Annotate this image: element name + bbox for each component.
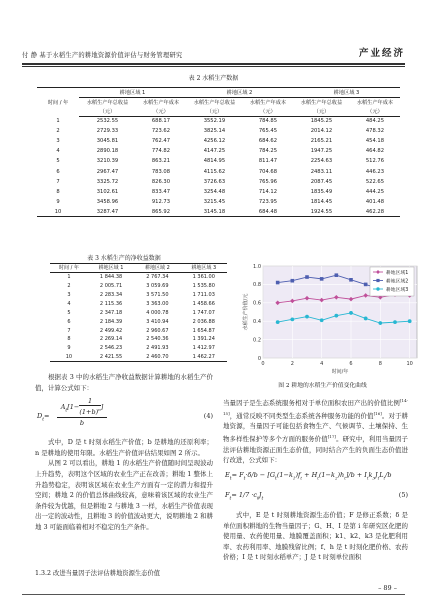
equation-line-2: $F_t= 1/7 \cdot c_tJ_t$ xyxy=(225,490,264,502)
data-point xyxy=(349,278,353,282)
legend-label: 耕地区域3 xyxy=(386,287,409,293)
x-tick-label: 6 xyxy=(349,361,353,367)
table-cell-value: 1924.55 xyxy=(293,207,350,217)
table-cell-value: 865.92 xyxy=(136,207,186,217)
table-cell-value: 462.28 xyxy=(350,207,400,217)
table-cell-value: 2087.45 xyxy=(310,178,333,185)
table-cell-year: 5 xyxy=(67,309,71,316)
table-cell-value: 2 499.42 xyxy=(99,327,123,334)
paragraph: 式中，E 是 t 时刻耕地资源生态价值；F 是修正系数；δ 是单位面积耕地的生物当量因子；G、H、I 是第 i 年研究区化肥的使用量、农药使用量、地膜覆盖面积；k1、k2、k3 是化肥利用率、农药利用率、地膜残留比例；f、h 是 t 时刻化肥价格、农药价格；I 是 t 时刻水稻单产；J 是 t 时刻单位面积 xyxy=(223,510,408,562)
table-2-subheader: 水稻生产年总收益 xyxy=(86,99,129,106)
table-cell-year: 2 xyxy=(56,128,60,135)
table-cell-value: 3102.61 xyxy=(96,188,119,195)
legend-marker xyxy=(376,287,379,290)
table-row xyxy=(50,281,227,290)
table-cell-value: 1 844.38 xyxy=(99,274,123,281)
table-cell-value: 2729.33 xyxy=(96,128,119,135)
table-2-caption: 表 2 水稻生产数据 xyxy=(188,75,239,82)
x-tick-label: 0 xyxy=(261,361,265,367)
table-row xyxy=(50,344,227,353)
table-cell-value: 2 540.36 xyxy=(146,336,169,343)
table-cell-value: 2 491.93 xyxy=(146,345,169,352)
table-2-unit: （元） xyxy=(293,107,350,117)
table-cell-value: 688.17 xyxy=(151,118,171,125)
table-2-subheader: 水稻生产年总收益 xyxy=(193,99,236,106)
table-cell-value: 684.62 xyxy=(258,138,277,145)
table-2-unit: （元） xyxy=(136,107,186,117)
equation-line-1: $E_t= F_t\cdot\delta/b - [G_t(1-k_1)f_t + H_t(1-k_2)h_t]/b + I_tk_3J_tL_t/b$ xyxy=(225,470,392,482)
data-point xyxy=(334,314,338,318)
table-row xyxy=(50,272,227,281)
data-point xyxy=(378,321,382,325)
table-cell-value: 2890.18 xyxy=(96,148,119,155)
table-cell-value: 684.48 xyxy=(243,207,293,217)
table-cell-value: 833.47 xyxy=(151,188,171,195)
legend-label: 耕地区域1 xyxy=(386,270,409,276)
data-point xyxy=(320,277,324,281)
table-cell-value: 3825.14 xyxy=(203,128,226,135)
table-row xyxy=(37,197,400,207)
table-2-subheader: 水稻生产年成本 xyxy=(249,99,287,106)
table-cell-value: 446.23 xyxy=(365,168,384,175)
table-2-unit: （元） xyxy=(243,107,293,117)
paragraph: 式中，D 是 t 时刻水稻生产价值；b 是耕地的还原利率；n 是耕地的使用年限。水稻生产价值评估结果如图 2 所示。 xyxy=(35,438,213,457)
header-rule-thin xyxy=(22,66,405,67)
data-point xyxy=(335,273,339,277)
table-cell-value: 2165.21 xyxy=(310,138,333,145)
table-cell-value: 401.48 xyxy=(365,198,384,205)
table-cell-value: 4147.25 xyxy=(203,148,226,155)
table-cell-value: 3045.81 xyxy=(96,138,119,145)
table-row xyxy=(37,207,400,217)
paragraph: 从图 2 可以看出，耕地 1 的水稻生产价值随时间呈现波动上升趋势，表明这个区域的农业生产正在改善；耕地 1 整体上升趋势稳定，表明该区域在农业生产方面有一定的潜力和提升空间；耕地 2 的价值总体曲线较高，意味着该区域的农业生产条件较为优越，但是耕地 2 与耕地 3 一样，水稻生产价值表现出一定的波动性，且耕地 3 的价值波动更大，说明耕地 2 和耕地 3 可能面临着相对不稳定的生产条件。 xyxy=(35,459,213,531)
table-cell-value: 3215.45 xyxy=(203,198,226,205)
equation-number: (5) xyxy=(398,490,408,499)
table-3-header: 时间 / 年 xyxy=(50,264,88,273)
table-cell-value: 4256.12 xyxy=(203,138,226,145)
table-cell-year: 1 xyxy=(67,274,71,281)
table-cell-value: 3726.63 xyxy=(203,178,226,185)
table-row xyxy=(50,353,227,362)
table-cell-value: 512.76 xyxy=(365,158,384,165)
table-2-header-time: 时间 / 年 xyxy=(37,88,79,117)
table-row xyxy=(50,299,227,308)
table-cell-value: 2967.47 xyxy=(96,168,119,175)
table-cell-value: 484.25 xyxy=(365,118,384,125)
table-cell-year: 9 xyxy=(56,198,60,205)
data-point xyxy=(349,311,353,315)
table-row xyxy=(37,126,400,136)
table-cell-value: 863.21 xyxy=(151,158,171,165)
equation-4 xyxy=(35,393,213,437)
page-number: – 89 – xyxy=(378,584,397,592)
equation-lhs: $D_t=$ xyxy=(37,412,50,423)
table-cell-value: 3325.72 xyxy=(96,178,119,185)
table-cell-value: 1 535.80 xyxy=(192,282,215,289)
table-row xyxy=(37,116,400,126)
data-point xyxy=(364,317,368,321)
table-cell-year: 10 xyxy=(37,207,79,217)
table-cell-value: 2 460.70 xyxy=(134,353,180,362)
table-cell-value: 3287.47 xyxy=(79,207,136,217)
table-cell-value: 2532.55 xyxy=(96,118,119,125)
table-cell-value: 3254.48 xyxy=(203,188,226,195)
section-heading: 1.3.2 改进当量因子法评估耕地资源生态价值 xyxy=(35,570,161,577)
equation-denominator: b xyxy=(79,419,85,428)
table-cell-value: 4814.95 xyxy=(203,158,226,165)
paragraph: 根据表 3 中的水稻生产净收益数据计算耕地的水稻生产价值，计算公式如下： xyxy=(35,373,213,392)
data-point xyxy=(364,283,368,287)
equation-number: (4) xyxy=(203,412,213,421)
table-cell-value: 3145.18 xyxy=(186,207,243,217)
table-cell-value: 2 115.36 xyxy=(99,300,123,307)
table-2-unit: （元） xyxy=(186,107,243,117)
table-cell-value: 1 412.97 xyxy=(192,345,215,352)
table-row xyxy=(50,290,227,299)
header-rule-thick xyxy=(22,63,405,65)
table-cell-value: 3210.39 xyxy=(96,158,119,165)
table-cell-value: 1 462.27 xyxy=(181,353,227,362)
table-cell-value: 3552.19 xyxy=(203,118,226,125)
table-cell-value: 783.08 xyxy=(151,168,171,175)
x-tick-label: 2 xyxy=(290,361,294,367)
table-2-unit: （元） xyxy=(350,107,400,117)
table-2-subheader: 水稻生产年成本 xyxy=(356,99,394,106)
table-cell-value: 811.47 xyxy=(258,158,277,165)
x-tick-label: 4 xyxy=(320,361,324,367)
table-cell-value: 784.85 xyxy=(258,118,277,125)
table-cell-value: 2 421.55 xyxy=(88,353,134,362)
table-cell-year: 4 xyxy=(56,148,60,155)
table-cell-value: 2483.11 xyxy=(310,168,333,175)
table-cell-value: 3 571.50 xyxy=(146,291,169,298)
table-cell-value: 912.73 xyxy=(151,198,171,205)
table-3-header: 耕地区域 2 xyxy=(134,264,180,273)
table-2-unit: （元） xyxy=(79,107,136,117)
table-2-group-1: 耕地区域 1 xyxy=(79,88,186,98)
table-3-header: 耕地区域 3 xyxy=(181,264,227,273)
table-cell-value: 1845.25 xyxy=(310,118,333,125)
legend-marker xyxy=(376,279,379,282)
data-point xyxy=(305,275,309,279)
table-row xyxy=(37,166,400,176)
table-cell-value: 464.82 xyxy=(365,148,384,155)
table-row xyxy=(37,136,400,146)
table-row xyxy=(50,308,227,317)
table-cell-value: 3 410.94 xyxy=(146,318,169,325)
table-row xyxy=(37,177,400,187)
running-header-title: 付 静 基于水稻生产的耕地资源价值评估与财务管理研究 xyxy=(22,52,183,59)
y-tick-label: 0 xyxy=(257,355,261,362)
table-2-subheader: 水稻生产年成本 xyxy=(142,99,180,106)
table-cell-value: 454.18 xyxy=(365,138,384,145)
table-cell-value: 826.30 xyxy=(151,178,171,185)
table-cell-value: 2 283.34 xyxy=(99,291,123,298)
table-cell-value: 1 747.07 xyxy=(192,309,215,316)
table-cell-value: 3 363.00 xyxy=(146,300,169,307)
x-tick-label: 8 xyxy=(378,361,382,367)
table-2-group-3: 耕地区域 3 xyxy=(293,88,400,98)
table-cell-value: 2 005.71 xyxy=(99,282,123,289)
table-2-group-2: 耕地区域 2 xyxy=(186,88,293,98)
table-cell-value: 2 767.34 xyxy=(146,274,169,281)
table-cell-value: 1814.45 xyxy=(310,198,333,205)
table-cell-year: 2 xyxy=(67,282,71,289)
figure-2-caption: 图 2 耕地的水稻生产价值变化曲线 xyxy=(278,383,367,389)
table-2-subheader: 水稻生产年总收益 xyxy=(300,99,343,106)
table-cell-value: 765.45 xyxy=(258,128,277,135)
table-3-caption: 表 3 水稻生产的净收益数据 xyxy=(87,255,161,262)
data-point xyxy=(290,317,294,321)
table-cell-value: 522.65 xyxy=(365,178,384,185)
y-tick-label: 1.0 xyxy=(253,263,261,270)
table-cell-value: 762.47 xyxy=(151,138,171,145)
table-cell-value: 4 000.78 xyxy=(146,309,169,316)
right-column-text xyxy=(223,396,408,563)
table-cell-value: 1 361.00 xyxy=(192,274,215,281)
equation-numerator: $A_t[1-$ $\frac{1}{(1+b)^n}$ ] xyxy=(57,398,107,417)
table-row xyxy=(50,335,227,344)
table-3 xyxy=(50,263,227,362)
table-cell-value: 714.12 xyxy=(258,188,277,195)
table-cell-value: 1 654.87 xyxy=(192,327,215,334)
table-cell-value: 2 546.23 xyxy=(99,345,123,352)
table-cell-value: 444.25 xyxy=(365,188,384,195)
table-cell-value: 478.32 xyxy=(365,128,384,135)
table-cell-year: 7 xyxy=(56,178,60,185)
table-cell-value: 1 711.03 xyxy=(192,291,215,298)
table-cell-value: 2254.63 xyxy=(310,158,333,165)
table-row xyxy=(37,187,400,197)
data-point xyxy=(408,319,412,323)
table-cell-value: 784.25 xyxy=(258,148,277,155)
data-point xyxy=(393,320,397,324)
data-point xyxy=(291,279,295,283)
y-tick-label: 0.8 xyxy=(253,282,261,289)
table-cell-year: 8 xyxy=(56,188,60,195)
table-cell-value: 723.62 xyxy=(151,128,171,135)
table-cell-value: 2 269.14 xyxy=(99,336,123,343)
legend-label: 耕地区域2 xyxy=(386,279,409,285)
table-cell-value: 2 036.88 xyxy=(192,318,215,325)
table-cell-year: 1 xyxy=(56,118,60,125)
table-cell-year: 8 xyxy=(67,336,71,343)
table-cell-value: 4115.62 xyxy=(203,168,226,175)
table-cell-year: 4 xyxy=(67,300,71,307)
table-cell-value: 3 059.69 xyxy=(146,282,169,289)
table-cell-year: 6 xyxy=(56,168,60,175)
table-cell-value: 2014.12 xyxy=(310,128,333,135)
y-tick-label: 0.4 xyxy=(253,319,261,325)
journal-section-label: 产业经济 xyxy=(358,48,405,59)
table-cell-value: 704.68 xyxy=(258,168,277,175)
x-tick-label: 10 xyxy=(406,361,413,367)
equation-5 xyxy=(223,466,408,510)
table-cell-value: 723.95 xyxy=(258,198,277,205)
x-axis-label: 时间/年 xyxy=(331,369,349,375)
y-axis-label: 水稻生产价值/元 xyxy=(243,293,249,331)
data-point xyxy=(320,318,324,322)
table-cell-value: 765.96 xyxy=(258,178,277,185)
table-cell-value: 1 391.24 xyxy=(192,336,215,343)
table-3-header: 耕地区域 1 xyxy=(88,264,134,273)
paragraph: 当量因子是生态系统服务相对于单位面积农田产出的价值比例[14-15]，通常反映不同类型生态系统各种服务功能的价值[16]。对于耕地资源，当量因子可能包括食物生产、气候调节、土壤保持、生物多样性保护等多个方面的服务价值[17]。研究中，利用当量因子法评估耕地资源正面生态价值，同时结合产生的负面生态价值进行改进，公式如下： xyxy=(223,398,408,465)
table-cell-year: 7 xyxy=(67,327,71,334)
table-cell-value: 2 184.39 xyxy=(99,318,123,325)
y-tick-label: 0.6 xyxy=(253,300,261,307)
table-cell-value: 1835.49 xyxy=(310,188,333,195)
y-tick-label: 0.2 xyxy=(253,337,261,344)
table-cell-year: 3 xyxy=(56,138,60,145)
table-2 xyxy=(37,87,400,217)
table-cell-year: 9 xyxy=(67,345,71,352)
data-point xyxy=(305,315,309,319)
left-column-text xyxy=(35,372,213,533)
footer-rule xyxy=(22,594,405,595)
data-point xyxy=(276,320,280,324)
table-row xyxy=(37,156,400,166)
table-cell-year: 3 xyxy=(67,291,71,298)
table-cell-value: 1947.25 xyxy=(310,148,333,155)
table-cell-value: 3458.96 xyxy=(96,198,119,205)
table-cell-year: 10 xyxy=(50,353,88,362)
table-cell-value: 2 960.67 xyxy=(146,327,169,334)
table-row xyxy=(50,326,227,335)
data-point xyxy=(276,281,280,285)
table-cell-year: 5 xyxy=(56,158,60,165)
table-row xyxy=(37,146,400,156)
table-row xyxy=(50,317,227,326)
table-cell-value: 774.82 xyxy=(151,148,171,155)
value-line-chart xyxy=(225,258,425,378)
table-cell-value: 1 458.66 xyxy=(192,300,215,307)
table-cell-value: 2 347.18 xyxy=(99,309,123,316)
table-cell-year: 6 xyxy=(67,318,71,325)
